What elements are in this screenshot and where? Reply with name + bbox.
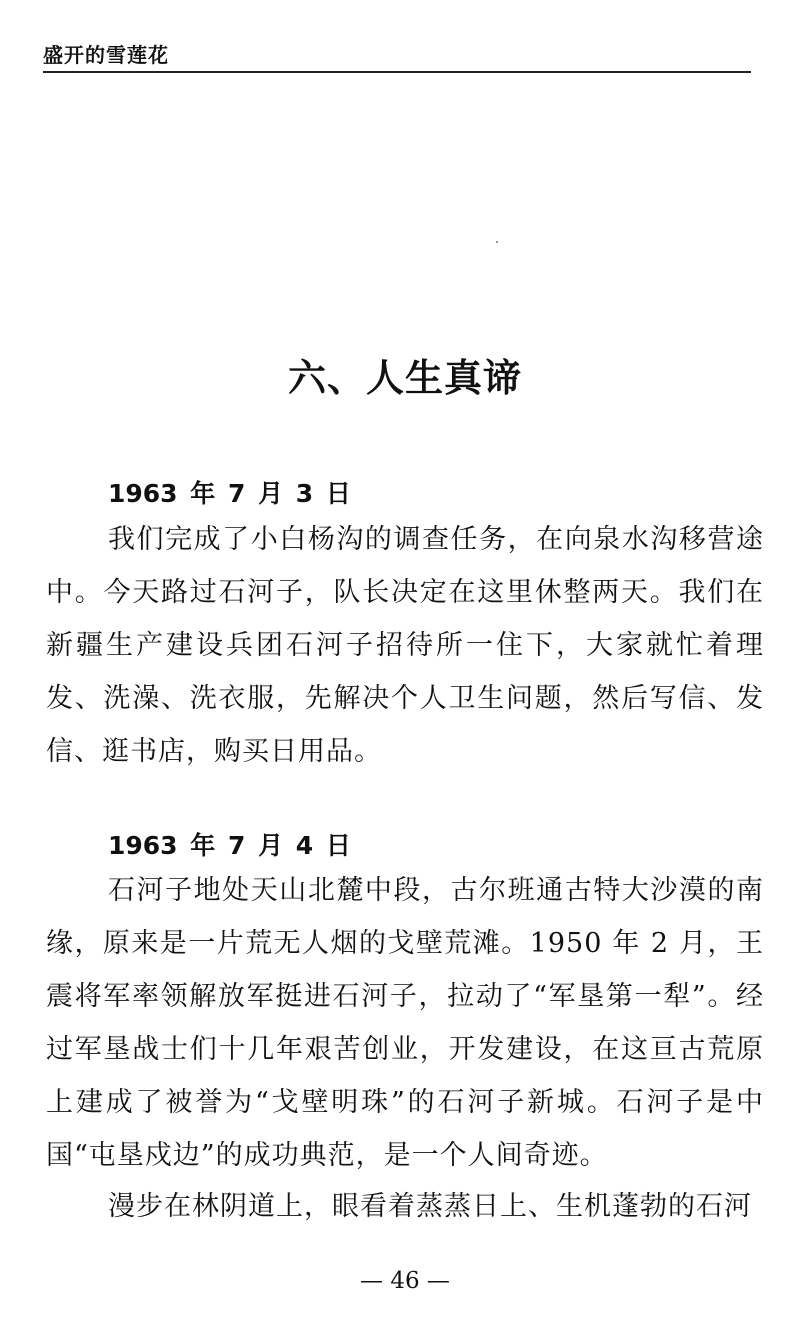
entry-date: 1963 年 7 月 4 日 (108, 831, 351, 860)
header-rule (43, 71, 751, 73)
page-number: — 46 — (360, 1268, 450, 1294)
body-paragraph: 漫步在林阴道上，眼看着蒸蒸日上、生机蓬勃的石河 (108, 1191, 752, 1222)
body-paragraph: 我们完成了小白杨沟的调查任务，在向泉水沟移营途中。今天路过石河子，队长决定在这里休整两天。我们在新疆生产建设兵团石河子招待所一住下，大家就忙着理发、洗澡、洗衣服，先解决个人卫生问题，然后写信、发信、逛书店，购买日用品。 (46, 524, 764, 767)
body-paragraph: 石河子地处天山北麓中段，古尔班通古特大沙漠的南缘，原来是一片荒无人烟的戈壁荒滩。1950 年 2 月，王震将军率领解放军挺进石河子，拉动了“军垦第一犁”。经过军垦战士们十几年艰苦创业，开发建设，在这亘古荒原上建成了被誉为“戈壁明珠”的石河子新城。石河子是中国“屯垦戍边”的成功典范，是一个人间奇迹。 (46, 875, 764, 1171)
scan-speck (496, 241, 498, 243)
chapter-title: 六、人生真谛 (287, 355, 522, 401)
entry-date: 1963 年 7 月 3 日 (108, 479, 351, 508)
running-header: 盛开的雪莲花 (43, 43, 169, 67)
